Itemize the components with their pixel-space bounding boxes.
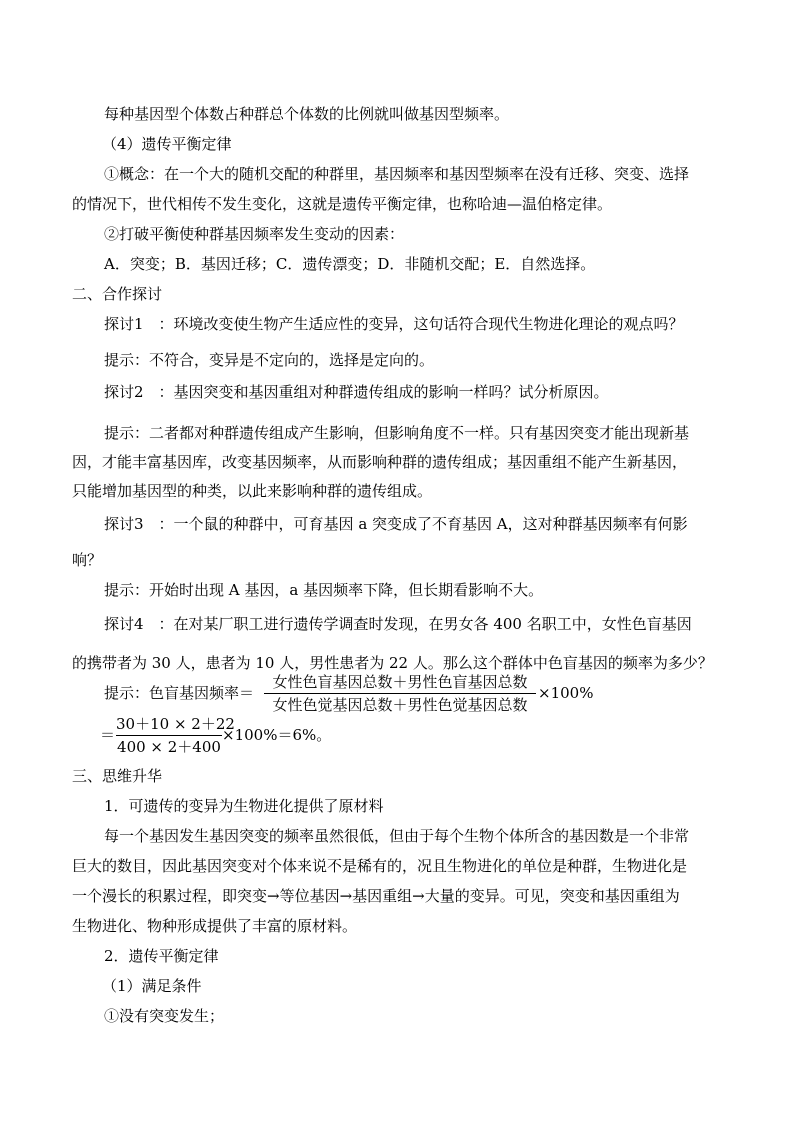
formula-fraction (116, 714, 235, 757)
paragraph-line: 每一个基因发生基因突变的频率虽然很低，但由于每个生物个体所含的基因数是一个非常 (104, 827, 690, 845)
formula-prefix: 提示：色盲基因频率＝ (104, 684, 255, 702)
paragraph-line: 一个漫长的积累过程，即突变→等位基因→基因重组→大量的变异。可见，突变和基因重组为 (72, 887, 680, 905)
formula-fraction (264, 672, 536, 715)
fraction-denominator: 女性色觉基因总数＋男性色觉基因总数 (272, 696, 528, 714)
paragraph-line: 每种基因型个体数占种群总个体数的比例就叫做基因型频率。 (104, 105, 510, 123)
question-line: 探讨2 ：基因突变和基因重组对种群遗传组成的影响一样吗？试分析原因。 (104, 383, 609, 401)
question-line: 探讨3 ：一个鼠的种群中，可育基因 a 突变成了不育基因 A，这对种群基因频率有何影 (104, 515, 688, 533)
fraction-numerator: 女性色盲基因总数＋男性色盲基因总数 (272, 673, 528, 691)
formula-prefix: ＝ (100, 726, 116, 744)
formula-suffix: ×100% (538, 684, 594, 702)
paragraph-line: 巨大的数目，因此基因突变对个体来说不是稀有的，况且生物进化的单位是种群，生物进化是 (72, 857, 688, 875)
subheading: （4）遗传平衡定律 (102, 135, 232, 153)
paragraph-line: ①没有突变发生； (104, 1007, 225, 1025)
paragraph-line: ①概念：在一个大的随机交配的种群里，基因频率和基因型频率在没有迁移、突变、选择 (104, 165, 690, 183)
paragraph-line: 的情况下，世代相传不发生变化，这就是遗传平衡定律，也称哈迪—温伯格定律。 (72, 195, 613, 213)
paragraph-line: 生物进化、物种形成提供了丰富的原材料。 (72, 917, 358, 935)
formula-suffix: ×100%＝6%。 (222, 726, 332, 744)
fraction-bar (264, 693, 536, 694)
answer-line: 提示：不符合，变异是不定向的，选择是定向的。 (104, 351, 435, 369)
answer-line: 只能增加基因型的种类，以此来影响种群的遗传组成。 (72, 482, 433, 500)
answer-line: 因，才能丰富基因库，改变基因频率，从而影响种群的遗传组成；基因重组不能产生新基因， (72, 453, 688, 471)
section-heading: 二、合作探讨 (72, 285, 163, 303)
paragraph-line: ②打破平衡使种群基因频率发生变动的因素： (104, 225, 405, 243)
question-line: 的携带者为 30 人，患者为 10 人，男性患者为 22 人。那么这个群体中色盲基因的频率为多少？ (72, 654, 713, 672)
subheading: 2．遗传平衡定律 (104, 947, 219, 965)
subheading: （1）满足条件 (102, 977, 202, 995)
question-line: 探讨4 ：在对某厂职工进行遗传学调查时发现，在男女各 400 名职工中，女性色盲基因 (104, 615, 692, 633)
question-line: 探讨1 ：环境改变使生物产生适应性的变异，这句话符合现代生物进化理论的观点吗？ (104, 315, 684, 333)
fraction-denominator: 400 × 2＋400 (117, 738, 221, 756)
answer-line: 提示：二者都对种群遗传组成产生影响，但影响角度不一样。只有基因突变才能出现新基 (104, 424, 690, 442)
fraction-numerator: 30＋10 × 2＋22 (116, 715, 235, 733)
question-line: 响？ (72, 551, 103, 569)
paragraph-line: A．突变；B．基因迁移；C．遗传漂变；D．非随机交配；E．自然选择。 (104, 255, 596, 273)
fraction-bar (116, 735, 222, 736)
answer-line: 提示：开始时出现 A 基因，a 基因频率下降，但长期看影响不大。 (104, 581, 544, 599)
subheading: 1．可遗传的变异为生物进化提供了原材料 (104, 797, 384, 815)
section-heading: 三、思维升华 (72, 767, 163, 785)
